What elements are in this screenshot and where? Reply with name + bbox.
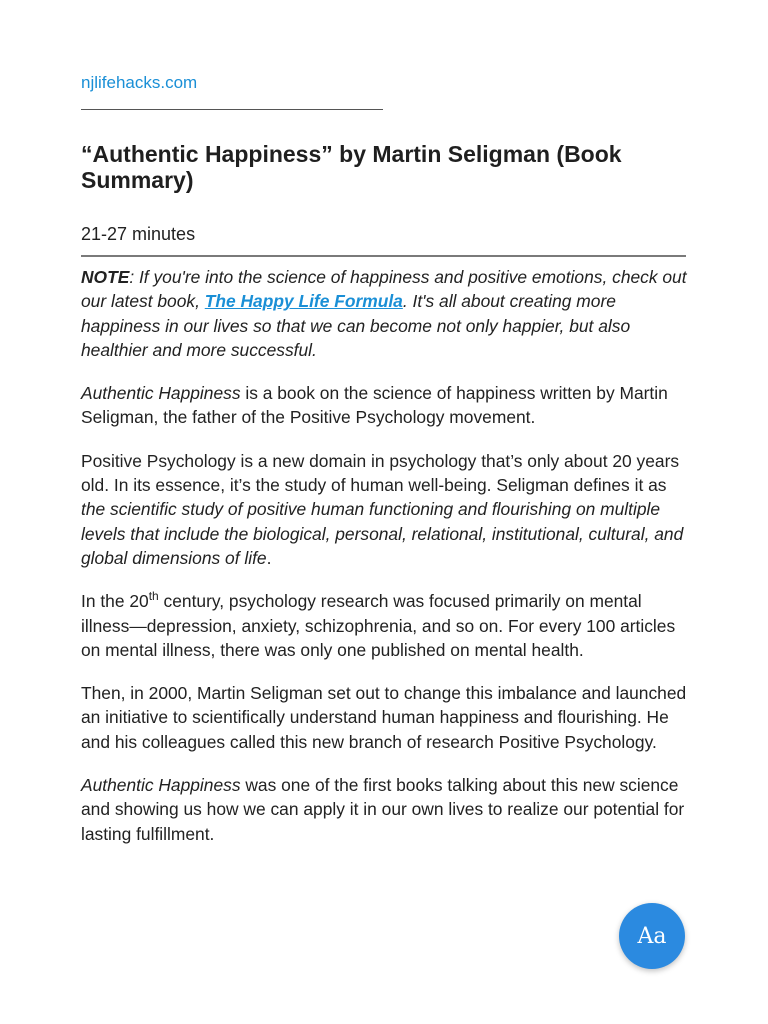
header-divider	[81, 109, 383, 110]
paragraph-5-text: was one of the first books talking about this new science and showing us how we can apply it in our own lives to realize our potential for lasting fulfillment.	[81, 775, 685, 844]
article-body	[81, 265, 687, 865]
book-title-italic: Authentic Happiness	[81, 383, 241, 404]
note-text-before: : If you're into the science of happiness and positive emotions, check out our latest book,	[81, 267, 687, 312]
read-time: 21-27 minutes	[81, 224, 196, 244]
paragraph-5	[81, 773, 687, 846]
paragraph-2	[81, 449, 687, 570]
paragraph-3-text: century, psychology research was focused primarily on mental illness—depression, anxiety, schizophrenia, and so on. For every 100 articles on mental illness, there was only one published on mental health.	[81, 591, 676, 660]
definition-italic: the scientific study of positive human functioning and flourishing on multiple levels that include the biological, personal, relational, institutional, cultural, and global dimensions of life	[81, 499, 684, 568]
paragraph-3-start: In the 20	[81, 591, 149, 612]
paragraph-3	[81, 589, 687, 662]
site-link[interactable]: njlifehacks.com	[81, 73, 198, 92]
paragraph-1-text: is a book on the science of happiness written by Martin Seligman, the father of the Positive Psychology movement.	[81, 383, 668, 428]
paragraph-1	[81, 381, 687, 430]
paragraph-2-end: .	[266, 547, 272, 568]
paragraph-4: Then, in 2000, Martin Seligman set out to change this imbalance and launched an initiative to scientifically understand human happiness and flourishing. He and his colleagues called this new branch of research Positive Psychology.	[81, 683, 687, 752]
paragraph-2-start: Positive Psychology is a new domain in psychology that’s only about 20 years old. In its essence, it’s the study of human well-being. Seligman defines it as	[81, 450, 680, 496]
note-paragraph	[81, 265, 687, 362]
book-link[interactable]: The Happy Life Formula	[204, 291, 403, 312]
content-divider	[81, 255, 686, 257]
article-title: “Authentic Happiness” by Martin Seligman (Book Summary)	[81, 141, 622, 193]
book-title-italic-2: Authentic Happiness	[81, 775, 241, 796]
ordinal-suffix: th	[148, 589, 159, 604]
note-label: NOTE	[81, 267, 130, 287]
reader-settings-button[interactable]: Aa	[619, 903, 685, 969]
note-text-after: . It's all about creating more happiness in our lives so that we can become not only happier, but also healthier and more successful.	[81, 291, 631, 360]
